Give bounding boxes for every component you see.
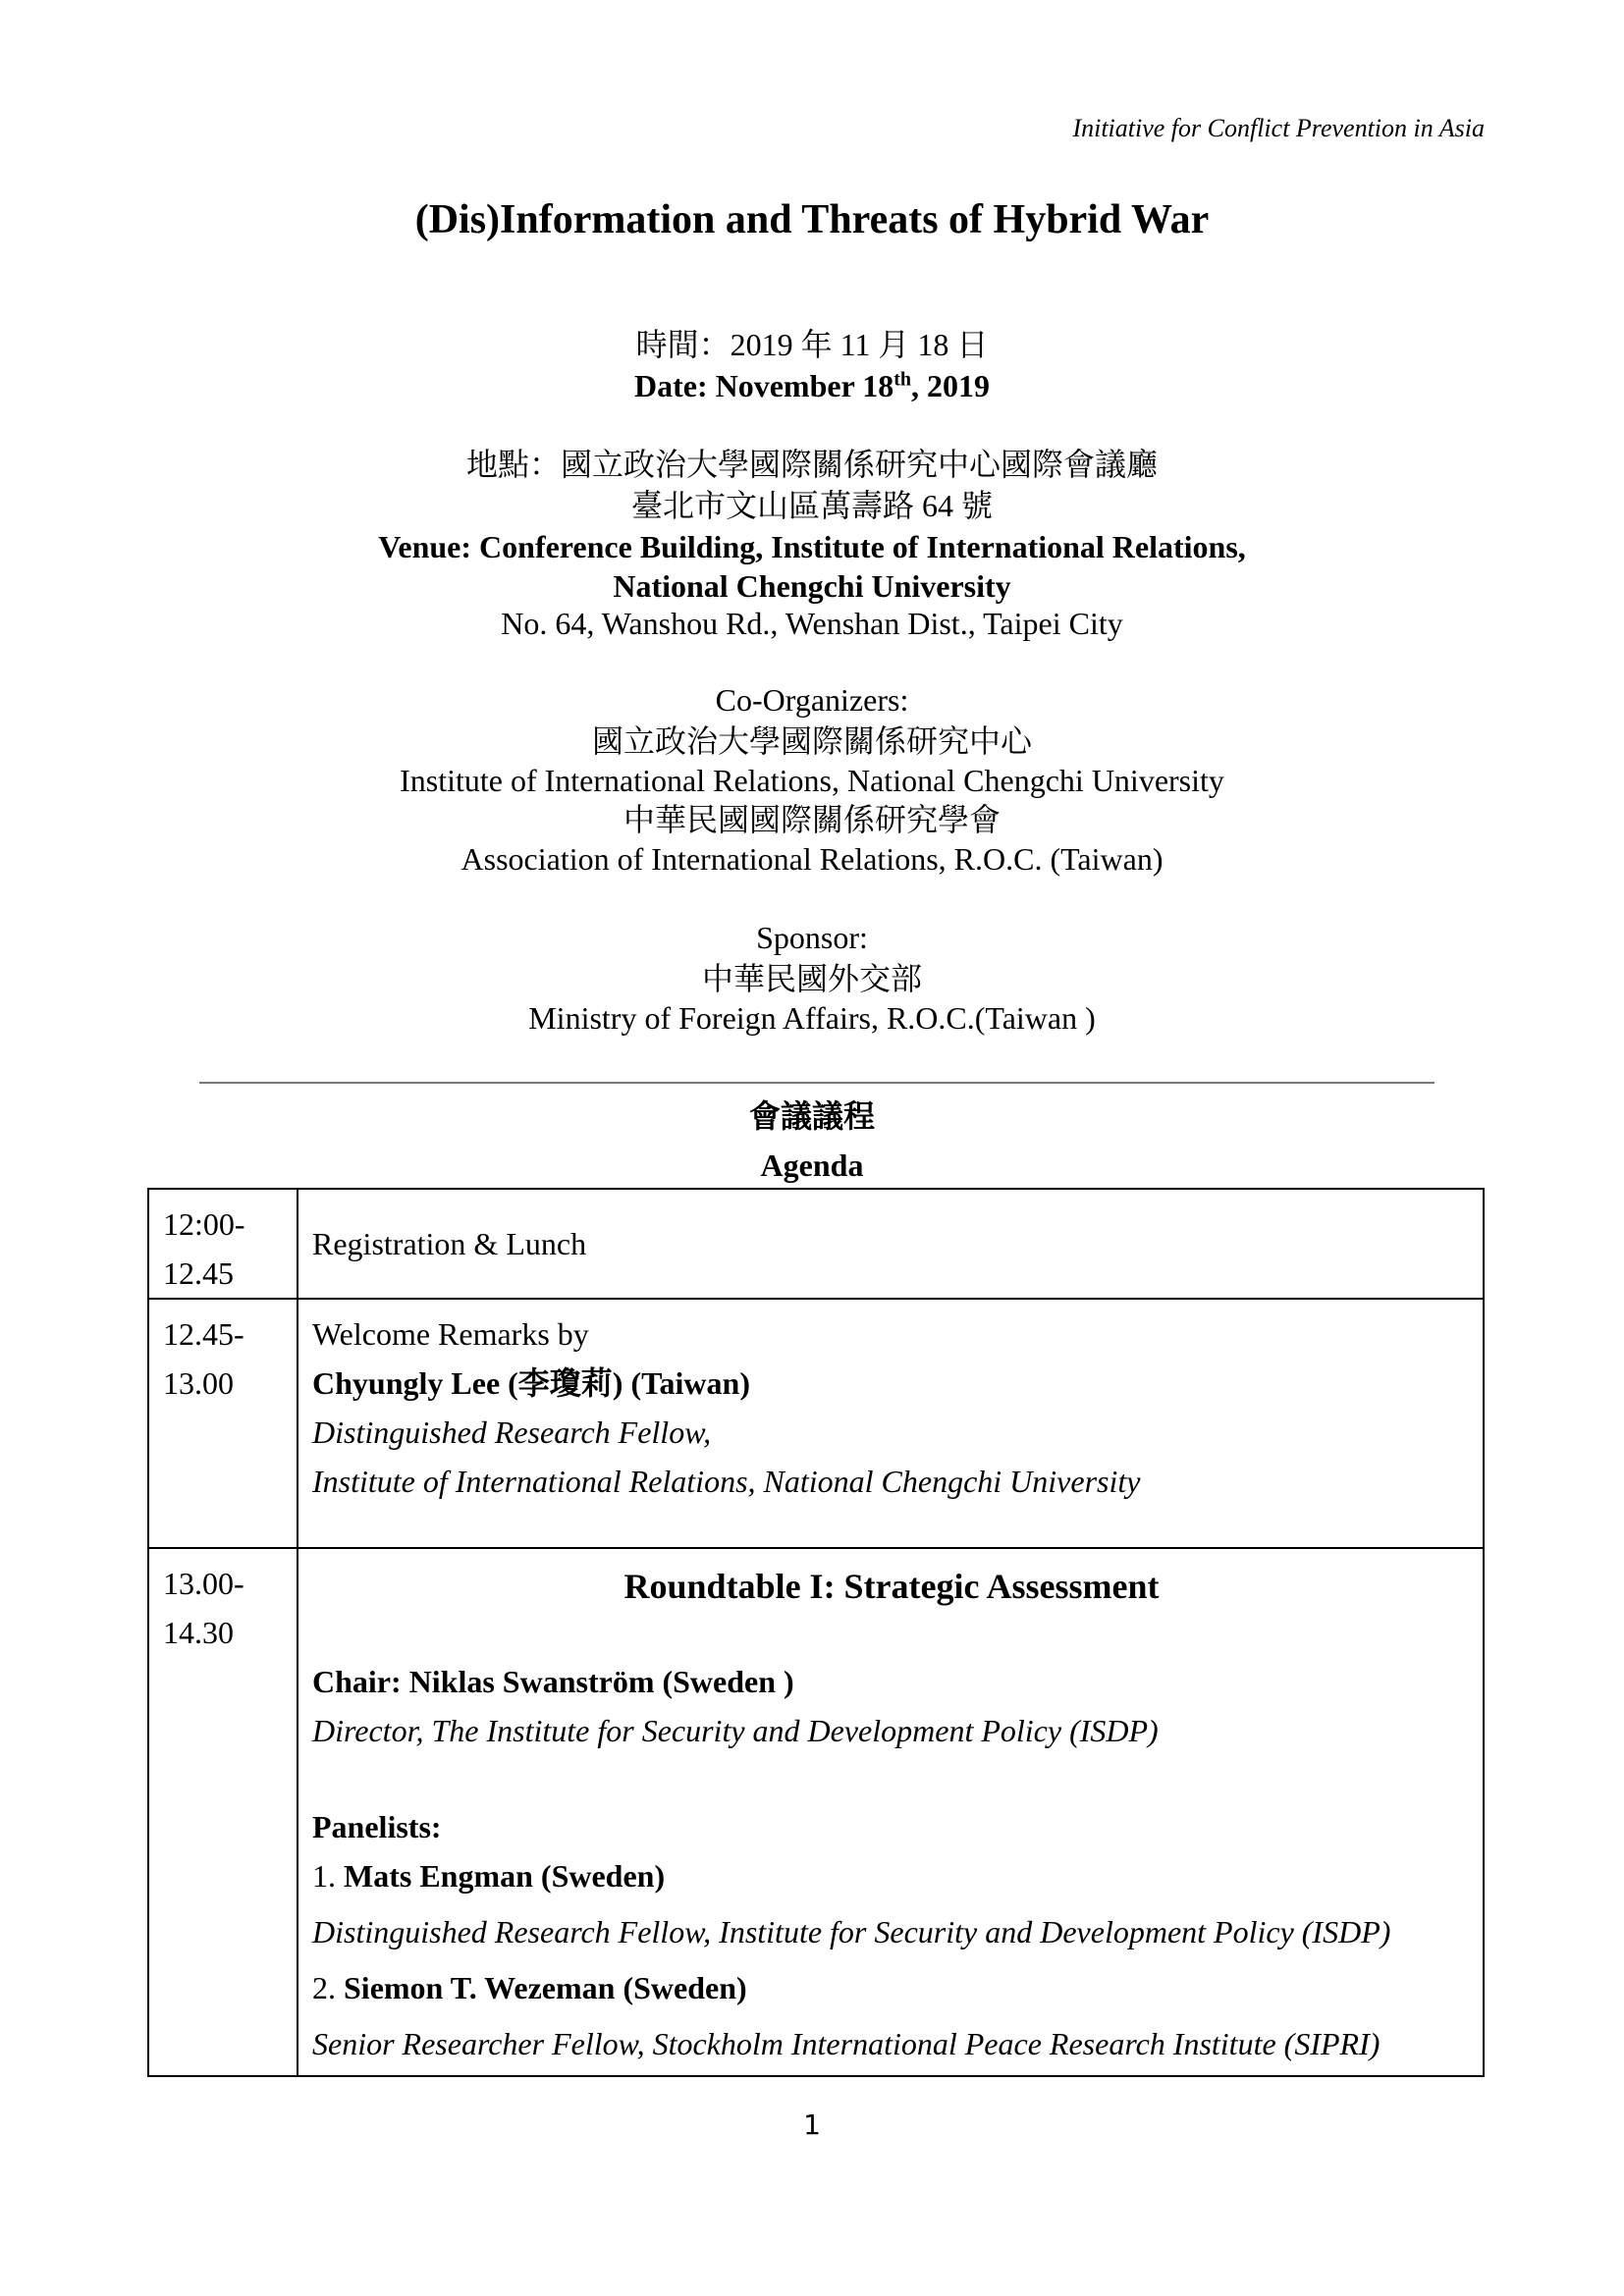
organizers-label: Co-Organizers: (715, 682, 909, 718)
date-zh: 時間：2019 年 11 月 18 日 (635, 327, 989, 362)
agenda-time-cell (148, 1548, 298, 2076)
header-note: Initiative for Conflict Prevention in Asia (1072, 114, 1485, 142)
date-en-main: Date: November 18 (633, 368, 894, 403)
sponsor-en: Ministry of Foreign Affairs, R.O.C.(Taiwan ) (528, 1000, 1096, 1036)
roundtable-title: Roundtable I: Strategic Assessment (623, 1567, 1160, 1606)
agenda-content-cell (298, 1189, 1484, 1299)
welcome-intro: Welcome Remarks by (312, 1316, 589, 1352)
venue-en-line1: Venue: Conference Building, Institute of International Relations, (378, 529, 1246, 564)
date-en (0, 367, 1624, 404)
panelist-2 (312, 1963, 1471, 2012)
organizer1-en: Institute of International Relations, National Chengchi University (400, 763, 1224, 798)
welcome-speaker: Chyungly Lee (李瓊莉) (Taiwan) (312, 1365, 750, 1401)
date-en-sup: th (893, 368, 911, 391)
welcome-role-1: Distinguished Research Fellow, (312, 1415, 712, 1450)
organizer2-en: Association of International Relations, R.O.C. (Taiwan) (460, 841, 1164, 877)
agenda-row-roundtable (148, 1548, 1484, 2076)
panelist-1-name: Mats Engman (Sweden) (344, 1858, 666, 1894)
panelist-1-number: 1. (312, 1858, 344, 1894)
venue-zh-line1: 地點：國立政治大學國際關係研究中心國際會議廳 (465, 447, 1158, 482)
organizer2-zh: 中華民國國際關係研究學會 (623, 802, 1001, 837)
time-start: 12.45- (163, 1316, 244, 1352)
agenda-row-registration (148, 1189, 1484, 1299)
venue-address: No. 64, Wanshou Rd., Wenshan Dist., Taipei City (501, 606, 1123, 641)
time-start: 13.00- (163, 1566, 244, 1601)
agenda-title-en: Agenda (760, 1148, 864, 1183)
registration-text: Registration & Lunch (312, 1226, 587, 1261)
panelists-label: Panelists: (312, 1809, 442, 1844)
panelist-2-role: Senior Researcher Fellow, Stockholm International Peace Research Institute (SIPRI) (312, 2026, 1380, 2061)
page-number: 1 (803, 2109, 821, 2141)
sponsor-zh: 中華民國外交部 (701, 961, 922, 996)
agenda-content-cell (298, 1548, 1484, 2076)
panelist-1-role: Distinguished Research Fellow, Institute for Security and Development Policy (ISDP) (312, 1914, 1391, 1949)
panelist-2-number: 2. (312, 1970, 344, 2005)
agenda-title-zh: 會議議程 (748, 1098, 875, 1134)
page-title: (Dis)Information and Threats of Hybrid War (414, 197, 1210, 242)
panelist-1 (312, 1851, 1471, 1900)
agenda-content-cell (298, 1299, 1484, 1548)
agenda-row-welcome (148, 1299, 1484, 1548)
time-end: 13.00 (163, 1365, 234, 1401)
section-divider (199, 1082, 1435, 1084)
chair-name: Chair: Niklas Swanström (Sweden ) (312, 1664, 794, 1699)
welcome-role-2: Institute of International Relations, National Chengchi University (312, 1464, 1141, 1499)
chair-role: Director, The Institute for Security and Development Policy (ISDP) (312, 1713, 1159, 1748)
agenda-time-cell (148, 1299, 298, 1548)
panelist-2-name: Siemon T. Wezeman (Sweden) (344, 1970, 747, 2005)
sponsor-label: Sponsor: (756, 920, 868, 955)
agenda-time-cell (148, 1189, 298, 1299)
venue-en-line2: National Chengchi University (613, 568, 1011, 604)
organizer1-zh: 國立政治大學國際關係研究中心 (591, 723, 1032, 759)
time-end: 12.45 (163, 1255, 234, 1291)
venue-zh-line2: 臺北市文山區萬壽路 64 號 (630, 488, 993, 523)
agenda-table (147, 1188, 1485, 2077)
time-end: 14.30 (163, 1615, 234, 1650)
time-start: 12:00- (163, 1206, 245, 1242)
date-en-year: , 2019 (911, 368, 990, 403)
